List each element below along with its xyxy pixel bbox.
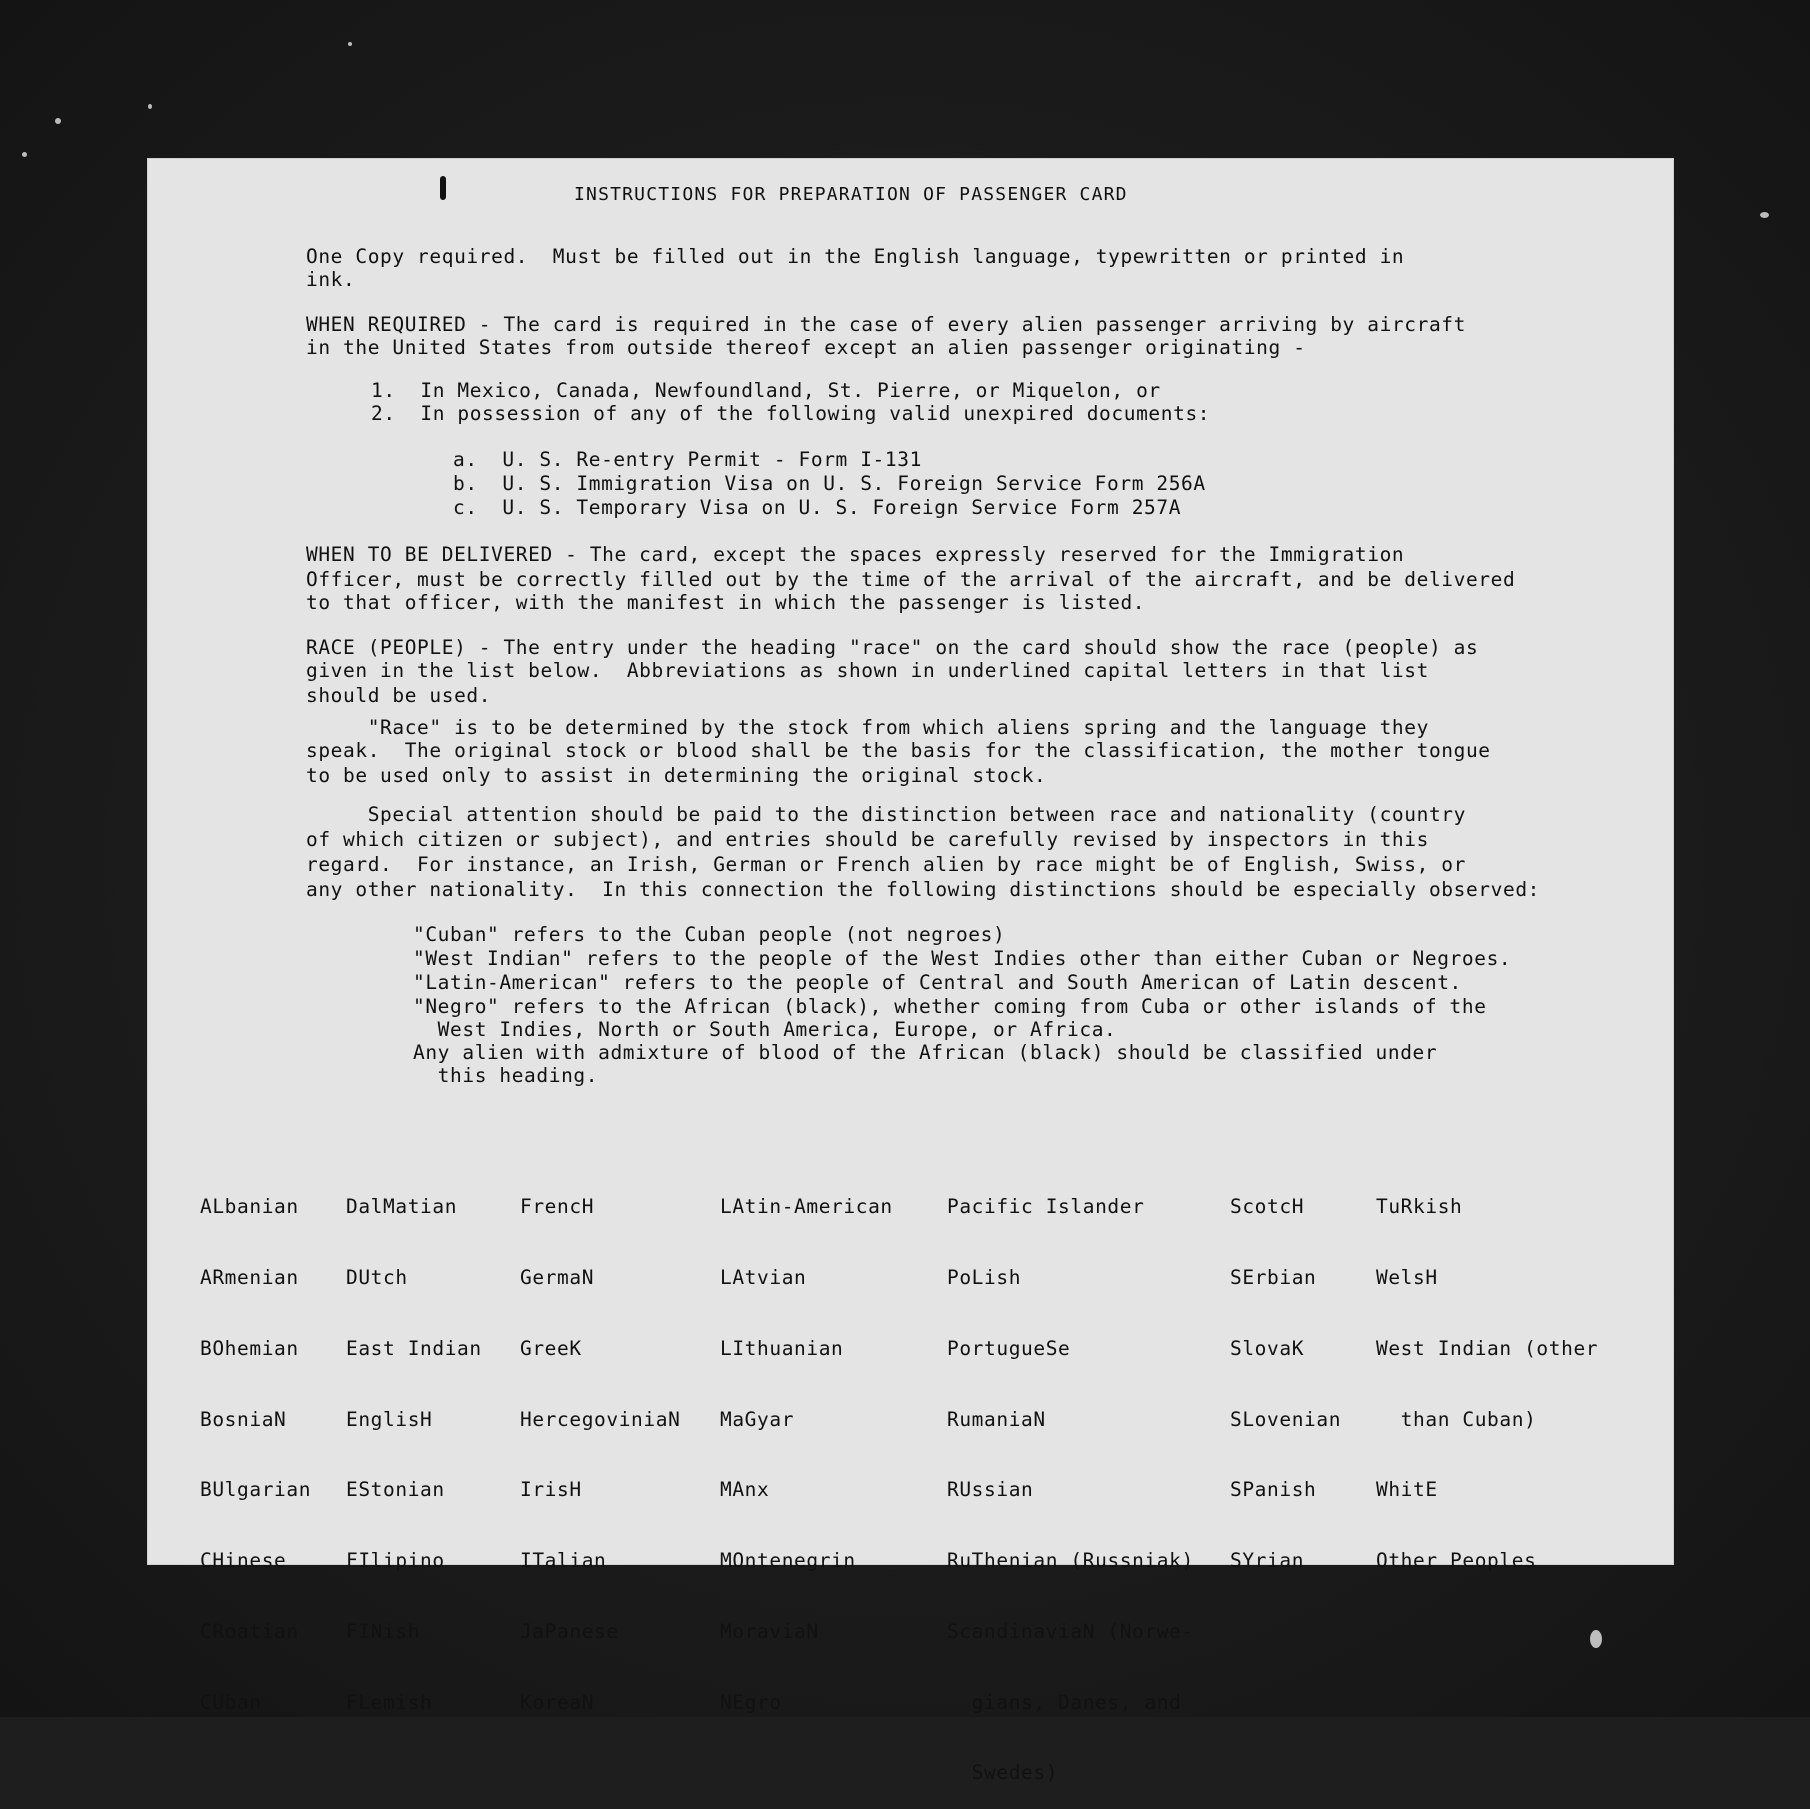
race-entry: MoraviaN bbox=[720, 1619, 819, 1643]
race-entry: DUtch bbox=[346, 1265, 408, 1289]
race-entry: LIthuanian bbox=[720, 1336, 844, 1360]
document-title: INSTRUCTIONS FOR PREPARATION OF PASSENGER CARD bbox=[574, 184, 1128, 205]
race-entry: MaGyar bbox=[720, 1407, 795, 1431]
when-delivered-line: WHEN TO BE DELIVERED - The card, except the spaces expressly reserved for the Immigration bbox=[306, 543, 1405, 566]
distinction-line: "West Indian" refers to the people of the West Indies other than either Cuban or Negroes. bbox=[413, 947, 1512, 970]
intro-line: ink. bbox=[306, 268, 356, 291]
race-entry: PortugueSe bbox=[947, 1336, 1071, 1360]
race-entry: EStonian bbox=[346, 1478, 445, 1502]
document-item: c. U. S. Temporary Visa on U. S. Foreign Service Form 257A bbox=[453, 496, 1182, 519]
race-entry: SlovaK bbox=[1230, 1336, 1305, 1360]
race-entry: NEgro bbox=[720, 1690, 782, 1714]
race-entry: WelsH bbox=[1376, 1265, 1438, 1289]
race-entry: gians, Danes, and bbox=[947, 1690, 1182, 1714]
race-entry: RumaniaN bbox=[947, 1407, 1046, 1431]
when-delivered-line: Officer, must be correctly filled out by the time of the arrival of the aircraft, and be delivered bbox=[306, 568, 1516, 591]
dust-speck bbox=[148, 104, 152, 109]
race-column-1 bbox=[200, 1148, 311, 1738]
race-entry: FINish bbox=[346, 1619, 421, 1643]
race-entry: DalMatian bbox=[346, 1195, 458, 1219]
race-column-4 bbox=[720, 1148, 893, 1738]
race-entry: ARmenian bbox=[200, 1265, 299, 1289]
race-entry: GreeK bbox=[520, 1336, 582, 1360]
dust-speck bbox=[55, 118, 61, 124]
dust-speck bbox=[348, 42, 352, 46]
special-attention-line: of which citizen or subject), and entries should be carefully revised by inspectors in this bbox=[306, 828, 1429, 851]
ink-mark bbox=[440, 176, 446, 200]
race-column-7 bbox=[1376, 1148, 1598, 1596]
distinction-line: this heading. bbox=[413, 1064, 599, 1087]
race-column-3 bbox=[520, 1148, 680, 1738]
race-definition-line: speak. The original stock or blood shall be the basis for the classification, the mother tongue bbox=[306, 739, 1491, 762]
race-entry: JaPanese bbox=[520, 1619, 619, 1643]
dust-speck bbox=[1590, 1630, 1602, 1648]
race-entry: HercegoviniaN bbox=[520, 1407, 681, 1431]
race-entry: SErbian bbox=[1230, 1265, 1317, 1289]
when-required-line: in the United States from outside thereof except an alien passenger originating - bbox=[306, 336, 1306, 359]
race-entry: CUban bbox=[200, 1690, 262, 1714]
distinction-line: West Indies, North or South America, Europe, or Africa. bbox=[413, 1018, 1117, 1041]
race-entry: West Indian (other bbox=[1376, 1336, 1599, 1360]
race-entry: BOhemian bbox=[200, 1336, 299, 1360]
race-column-2 bbox=[346, 1148, 482, 1738]
race-entry: East Indian bbox=[346, 1336, 482, 1360]
race-entry: LAtvian bbox=[720, 1265, 807, 1289]
race-definition-line: "Race" is to be determined by the stock from which aliens spring and the language they bbox=[306, 716, 1429, 739]
race-column-6 bbox=[1230, 1148, 1341, 1596]
race-people-line: should be used. bbox=[306, 684, 492, 707]
race-entry: EnglisH bbox=[346, 1407, 433, 1431]
race-entry: ALbanian bbox=[200, 1195, 299, 1219]
race-entry: ScandinaviaN (Norwe- bbox=[947, 1619, 1194, 1643]
race-entry: LAtin-American bbox=[720, 1195, 893, 1219]
race-entry: Other Peoples bbox=[1376, 1549, 1537, 1573]
race-people-line: given in the list below. Abbreviations as shown in underlined capital letters in that list bbox=[306, 659, 1429, 682]
distinction-line: "Negro" refers to the African (black), whether coming from Cuba or other islands of the bbox=[413, 995, 1487, 1018]
special-attention-line: Special attention should be paid to the distinction between race and nationality (country bbox=[306, 803, 1466, 826]
exception-item: 1. In Mexico, Canada, Newfoundland, St. Pierre, or Miquelon, or bbox=[371, 379, 1161, 402]
race-entry: SPanish bbox=[1230, 1478, 1317, 1502]
distinction-line: "Cuban" refers to the Cuban people (not negroes) bbox=[413, 923, 1006, 946]
race-entry: CRoatian bbox=[200, 1619, 299, 1643]
race-entry: FLemish bbox=[346, 1690, 433, 1714]
when-delivered-line: to that officer, with the manifest in which the passenger is listed. bbox=[306, 591, 1146, 614]
dust-speck bbox=[22, 152, 27, 157]
race-entry: TuRkish bbox=[1376, 1195, 1463, 1219]
when-required-line: WHEN REQUIRED - The card is required in the case of every alien passenger arriving by aircraft bbox=[306, 313, 1466, 336]
special-attention-line: any other nationality. In this connection the following distinctions should be especially observed: bbox=[306, 878, 1540, 901]
race-entry: Pacific Islander bbox=[947, 1195, 1145, 1219]
race-entry: than Cuban) bbox=[1376, 1407, 1537, 1431]
race-definition-line: to be used only to assist in determining the original stock. bbox=[306, 764, 1047, 787]
race-entry: GermaN bbox=[520, 1265, 595, 1289]
race-entry: BUlgarian bbox=[200, 1478, 312, 1502]
race-entry: MOntenegrin bbox=[720, 1549, 856, 1573]
race-people-line: RACE (PEOPLE) - The entry under the heading "race" on the card should show the race (people) as bbox=[306, 636, 1479, 659]
race-column-5 bbox=[947, 1148, 1194, 1809]
race-entry: SYrian bbox=[1230, 1549, 1305, 1573]
race-entry: FrencH bbox=[520, 1195, 595, 1219]
dust-speck bbox=[1760, 212, 1769, 218]
race-entry: WhitE bbox=[1376, 1478, 1438, 1502]
distinction-line: Any alien with admixture of blood of the African (black) should be classified under bbox=[413, 1041, 1438, 1064]
race-entry: RUssian bbox=[947, 1478, 1034, 1502]
special-attention-line: regard. For instance, an Irish, German or French alien by race might be of English, Swiss, or bbox=[306, 853, 1466, 876]
race-entry: PoLish bbox=[947, 1265, 1022, 1289]
race-entry: Swedes) bbox=[947, 1761, 1059, 1785]
race-entry: ScotcH bbox=[1230, 1195, 1305, 1219]
race-entry: BosniaN bbox=[200, 1407, 287, 1431]
race-entry: KoreaN bbox=[520, 1690, 595, 1714]
race-entry: CHinese bbox=[200, 1549, 287, 1573]
race-entry: FIlipino bbox=[346, 1549, 445, 1573]
race-entry: ITalian bbox=[520, 1549, 607, 1573]
intro-line: One Copy required. Must be filled out in the English language, typewritten or printed in bbox=[306, 245, 1405, 268]
race-entry: MAnx bbox=[720, 1478, 770, 1502]
race-entry: IrisH bbox=[520, 1478, 582, 1502]
document-item: b. U. S. Immigration Visa on U. S. Foreign Service Form 256A bbox=[453, 472, 1206, 495]
race-entry: RuThenian (Russniak) bbox=[947, 1549, 1194, 1573]
race-entry: SLovenian bbox=[1230, 1407, 1342, 1431]
distinction-line: "Latin-American" refers to the people of Central and South American of Latin descent. bbox=[413, 971, 1462, 994]
document-item: a. U. S. Re-entry Permit - Form I-131 bbox=[453, 448, 922, 471]
exception-item: 2. In possession of any of the following valid unexpired documents: bbox=[371, 402, 1211, 425]
